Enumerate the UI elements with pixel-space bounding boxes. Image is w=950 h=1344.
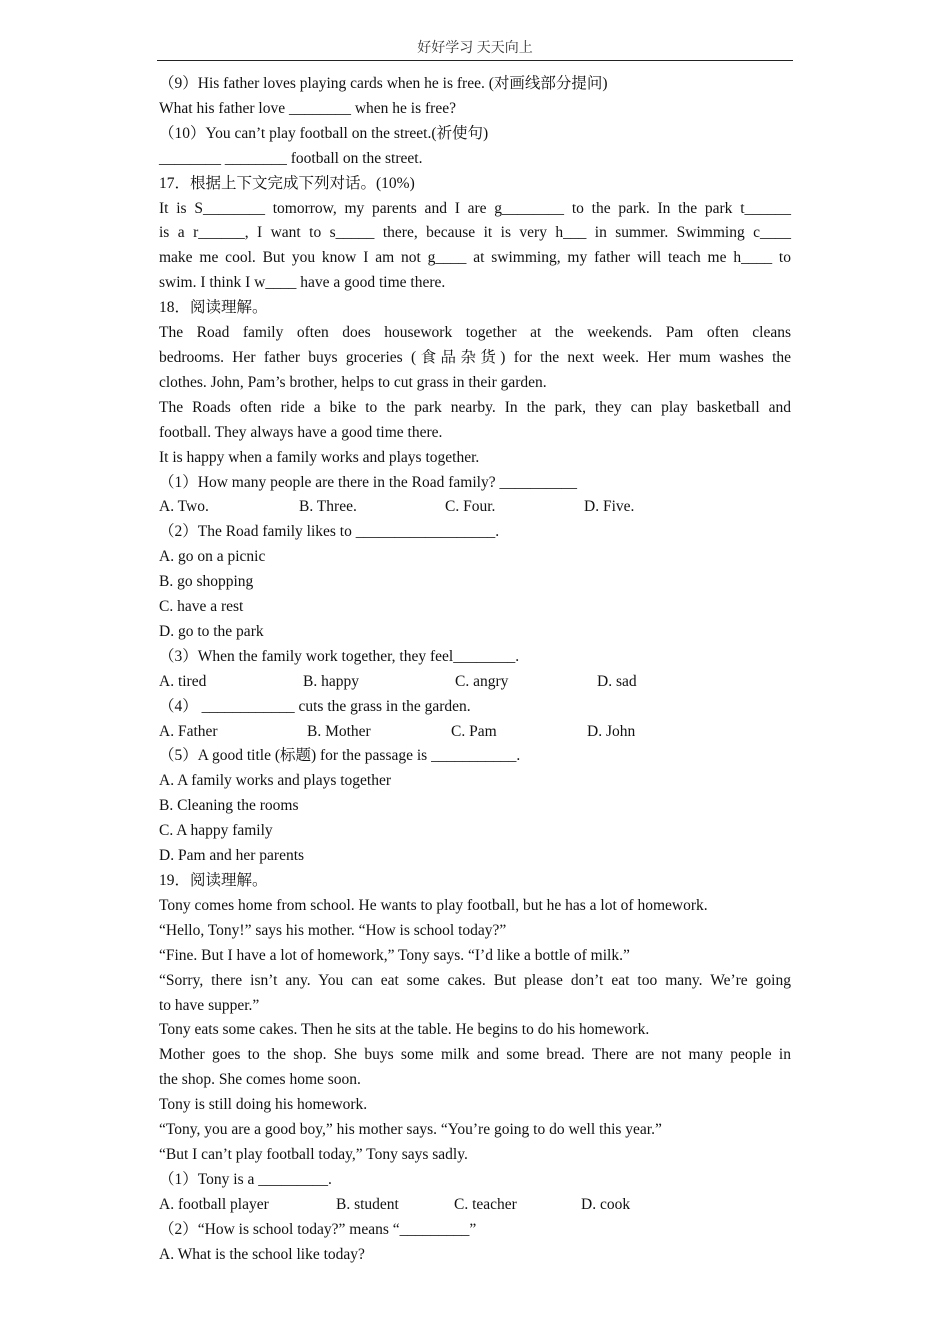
passage-19-line: to have supper.” — [159, 996, 260, 1014]
passage-18-line: bedrooms. Her father buys groceries (食品杂货) for the next week. Her mum washes the — [159, 348, 791, 366]
passage-18-line: clothes. John, Pam’s brother, helps to cut grass in their garden. — [159, 373, 547, 391]
passage-18-line: The Road family often does housework together at the weekends. Pam often cleans — [159, 324, 791, 342]
option-d: D. John — [587, 722, 636, 740]
section-19-heading: 19．阅读理解。 — [159, 872, 268, 889]
option-a: A. football player — [159, 1195, 269, 1213]
passage-19-line: “Tony, you are a good boy,” his mother says. “You’re going to do well this year.” — [159, 1121, 662, 1139]
question-18-5: （5）A good title (标题) for the passage is ___________. — [159, 747, 521, 765]
passage-19-line: the shop. She comes home soon. — [159, 1071, 361, 1089]
question-9-answer-line: What his father love ________ when he is free? — [159, 99, 456, 117]
option-a: A. Two. — [159, 498, 209, 516]
passage-19-line: “Sorry, there isn’t any. You can eat some cakes. But please don’t eat too many. We’re going — [159, 971, 791, 989]
option-b: B. happy — [303, 672, 359, 690]
option-d: D. Five. — [584, 498, 635, 516]
page-header: 好好学习 天天向上 — [157, 38, 793, 61]
option-d: D. cook — [581, 1195, 631, 1213]
option-d: D. sad — [597, 672, 637, 690]
option-a: A. tired — [159, 672, 207, 690]
section-18-heading: 18．阅读理解。 — [159, 299, 268, 317]
option-a: A. Father — [159, 722, 218, 740]
option-c: C. A happy family — [159, 822, 273, 840]
question-19-2: （2）“How is school today?” means “_________” — [159, 1220, 477, 1238]
passage-19-line: Tony is still doing his homework. — [159, 1096, 368, 1114]
options-18-1 — [159, 495, 791, 520]
cloze-line-4: swim. I think I w____ have a good time there. — [159, 274, 446, 292]
passage-18-line: football. They always have a good time there. — [159, 423, 443, 441]
question-10: （10）You can’t play football on the street.(祈使句) — [159, 124, 489, 142]
option-c: C. angry — [455, 672, 509, 690]
cloze-line-2: is a r______, I want to s_____ there, because it is very h___ in summer. Swimming c____ — [159, 224, 791, 242]
option-b: B. Cleaning the rooms — [159, 797, 299, 815]
passage-19-line: Mother goes to the shop. She buys some milk and some bread. There are not many people in — [159, 1046, 791, 1064]
option-c: C. teacher — [454, 1195, 517, 1213]
passage-19-line: Tony eats some cakes. Then he sits at the table. He begins to do his homework. — [159, 1021, 650, 1039]
options-18-4 — [159, 720, 791, 745]
passage-18-line: It is happy when a family works and plays together. — [159, 448, 480, 466]
question-19-1: （1）Tony is a _________. — [159, 1170, 332, 1188]
question-9: （9）His father loves playing cards when he is free. (对画线部分提问) — [159, 75, 608, 92]
passage-19-line: “Fine. But I have a lot of homework,” Tony says. “I’d like a bottle of milk.” — [159, 946, 630, 964]
option-d: D. Pam and her parents — [159, 847, 305, 865]
passage-19-line: Tony comes home from school. He wants to play football, but he has a lot of homework. — [159, 896, 708, 914]
option-b: B. go shopping — [159, 573, 254, 591]
option-d: D. go to the park — [159, 622, 264, 640]
option-b: B. Three. — [299, 498, 357, 516]
option-c: C. Pam — [451, 722, 497, 740]
option-a: A. What is the school like today? — [159, 1245, 365, 1263]
option-a: A. A family works and plays together — [159, 772, 392, 790]
options-18-3 — [159, 670, 791, 695]
question-18-1: （1）How many people are there in the Road family? __________ — [159, 473, 577, 491]
question-10-answer-line: ________ ________ football on the street. — [159, 149, 423, 167]
document-body — [159, 72, 791, 1268]
option-a: A. go on a picnic — [159, 548, 266, 566]
option-b: B. student — [336, 1195, 399, 1213]
option-c: C. have a rest — [159, 598, 244, 616]
question-18-4: （4） ____________ cuts the grass in the garden. — [159, 697, 471, 715]
passage-19-line: “But I can’t play football today,” Tony says sadly. — [159, 1145, 468, 1163]
question-18-3: （3）When the family work together, they feel________. — [159, 647, 520, 665]
question-18-2: （2）The Road family likes to __________________. — [159, 523, 500, 541]
option-b: B. Mother — [307, 722, 371, 740]
section-17-heading: 17．根据上下文完成下列对话。(10%) — [159, 174, 415, 192]
passage-19-line: “Hello, Tony!” says his mother. “How is school today?” — [159, 921, 507, 939]
option-c: C. Four. — [445, 498, 496, 516]
cloze-line-3: make me cool. But you know I am not g____ at swimming, my father will teach me h____ to — [159, 249, 791, 267]
options-19-1 — [159, 1193, 791, 1218]
cloze-line-1: It is S________ tomorrow, my parents and I are g________ to the park. In the park t______ — [159, 199, 791, 217]
passage-18-line: The Roads often ride a bike to the park nearby. In the park, they can play basketball and — [159, 398, 791, 416]
